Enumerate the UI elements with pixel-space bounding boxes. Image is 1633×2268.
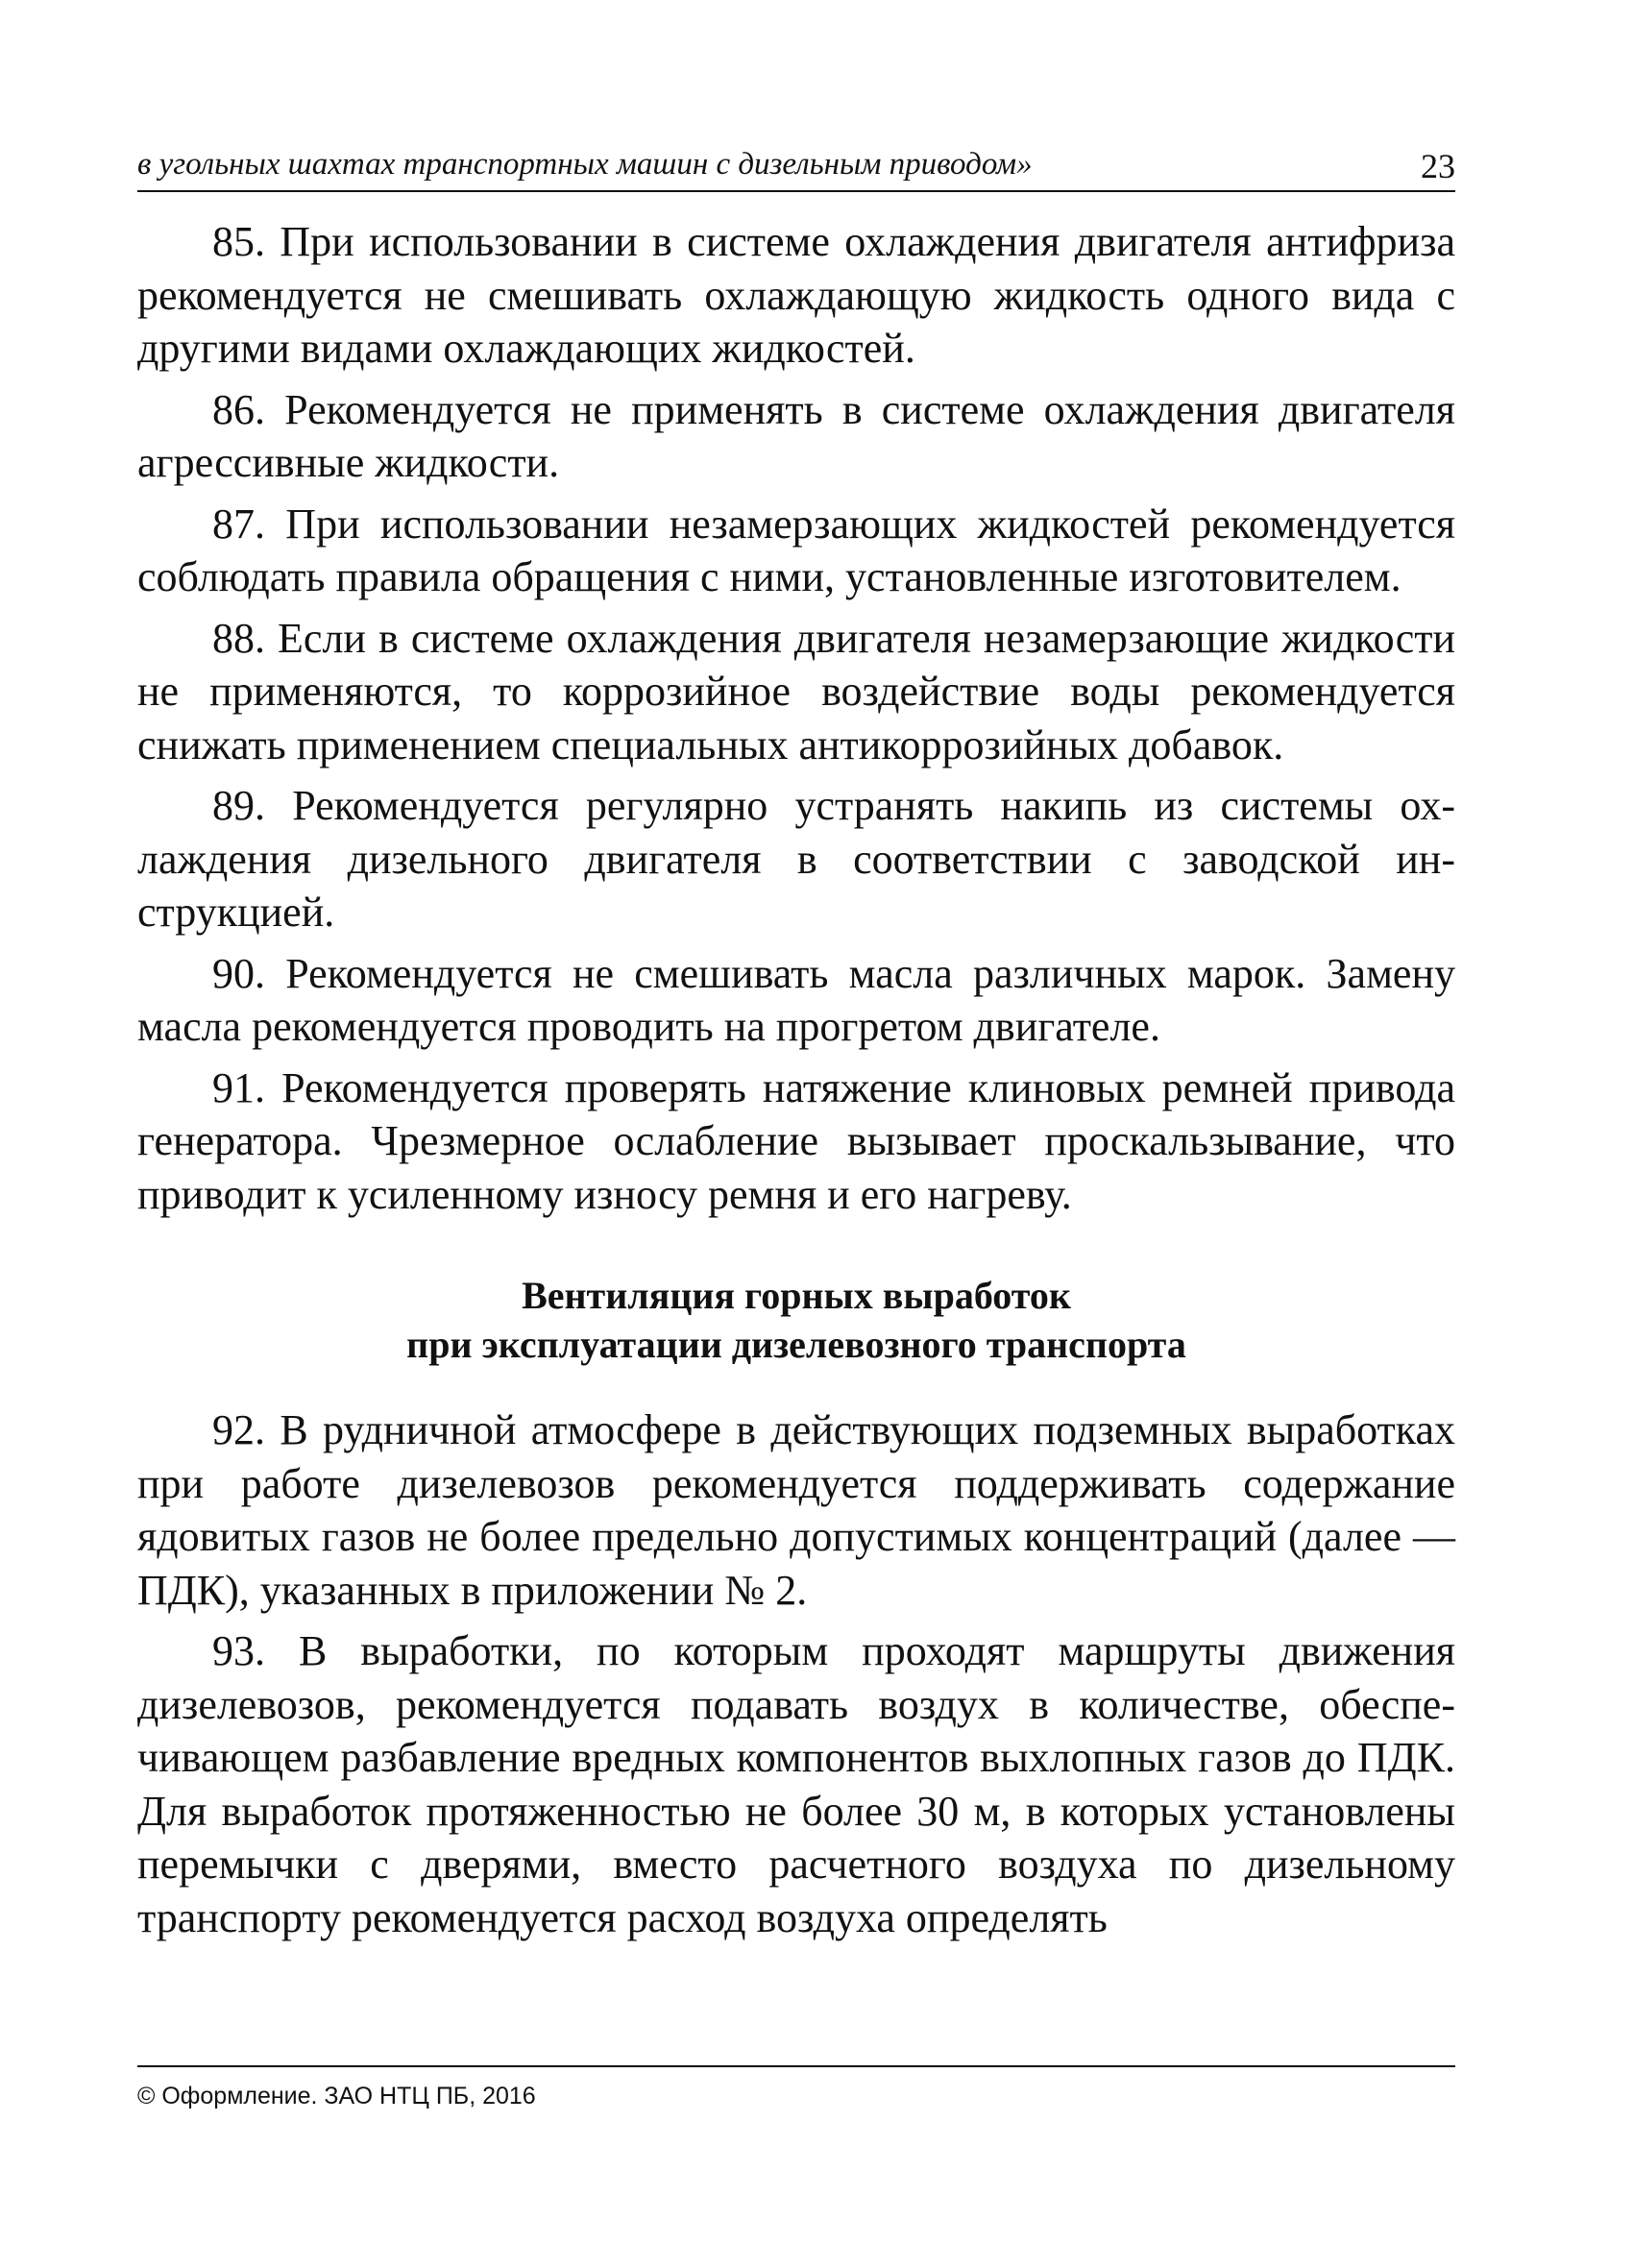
page-footer [137, 2065, 1455, 2110]
paragraph-90: 90. Рекомендуется не смешивать масла различных марок. Замену масла рекомендуется проводить на прогретом двигателе. [137, 949, 1455, 1050]
document-page [137, 0, 1455, 2268]
paragraph-93: 93. В выработки, по которым проходят маршруты движения дизелевозов, рекомендуется подавать воздух в количестве, обеспечивающем разбавление вредных компонентов выхлопных газов до ПДК. Для выработок протяженностью не более 30 м, в которых установлены перемычки с дверями, вместо расчетного воздуха по дизельному транспорту рекомендуется расход воздуха определять [137, 1627, 1455, 1941]
section-heading [137, 1271, 1455, 1369]
paragraph-86: 86. Рекомендуется не применять в системе охлаждения двигателя агрессивные жидкости. [137, 385, 1455, 486]
section-heading-line-1: Вентиляция горных выработок [522, 1274, 1071, 1317]
paragraph-91: 91. Рекомендуется проверять натяжение клиновых ремней привода генератора. Чрезмерное ослабление вызывает проскальзывание, что приводит к усиленному износу ремня и его нагреву. [137, 1063, 1455, 1218]
running-header [137, 144, 1455, 192]
paragraph-89: 89. Рекомендуется регулярно устранять накипь из системы охлаждения дизельного двигателя в соответствии с заводской инструкцией. [137, 782, 1455, 936]
running-title: в угольных шахтах транспортных машин с дизельным приводом» [137, 147, 1033, 182]
paragraph-87: 87. При использовании незамерзающих жидкостей рекомендуется соблюдать правила обращения с ними, установленные изготовителем. [137, 500, 1455, 600]
body-text [137, 215, 1455, 1952]
paragraph-85: 85. При использовании в системе охлаждения двигателя антифриза рекомендуется не смешивать охлаждающую жидкость одного вида с другими видами охлаждающих жидкостей. [137, 218, 1455, 372]
paragraph-92: 92. В рудничной атмосфере в действующих подземных выработках при работе дизелевозов рекомендуется поддерживать содержание ядовитых газов не более предельно допустимых концентраций (далее — ПДК), указанных в приложении № 2. [137, 1406, 1455, 1614]
paragraph-88: 88. Если в системе охлаждения двигателя незамерзающие жидкости не применяются, то коррозийное воздействие воды рекомендуется снижать применением специальных антикоррозийных добавок. [137, 614, 1455, 768]
section-heading-line-2: при эксплуатации дизелевозного транспорта [406, 1323, 1186, 1366]
footer-copyright: © Оформление. ЗАО НТЦ ПБ, 2016 [137, 2083, 536, 2109]
page-number: 23 [1421, 147, 1455, 185]
